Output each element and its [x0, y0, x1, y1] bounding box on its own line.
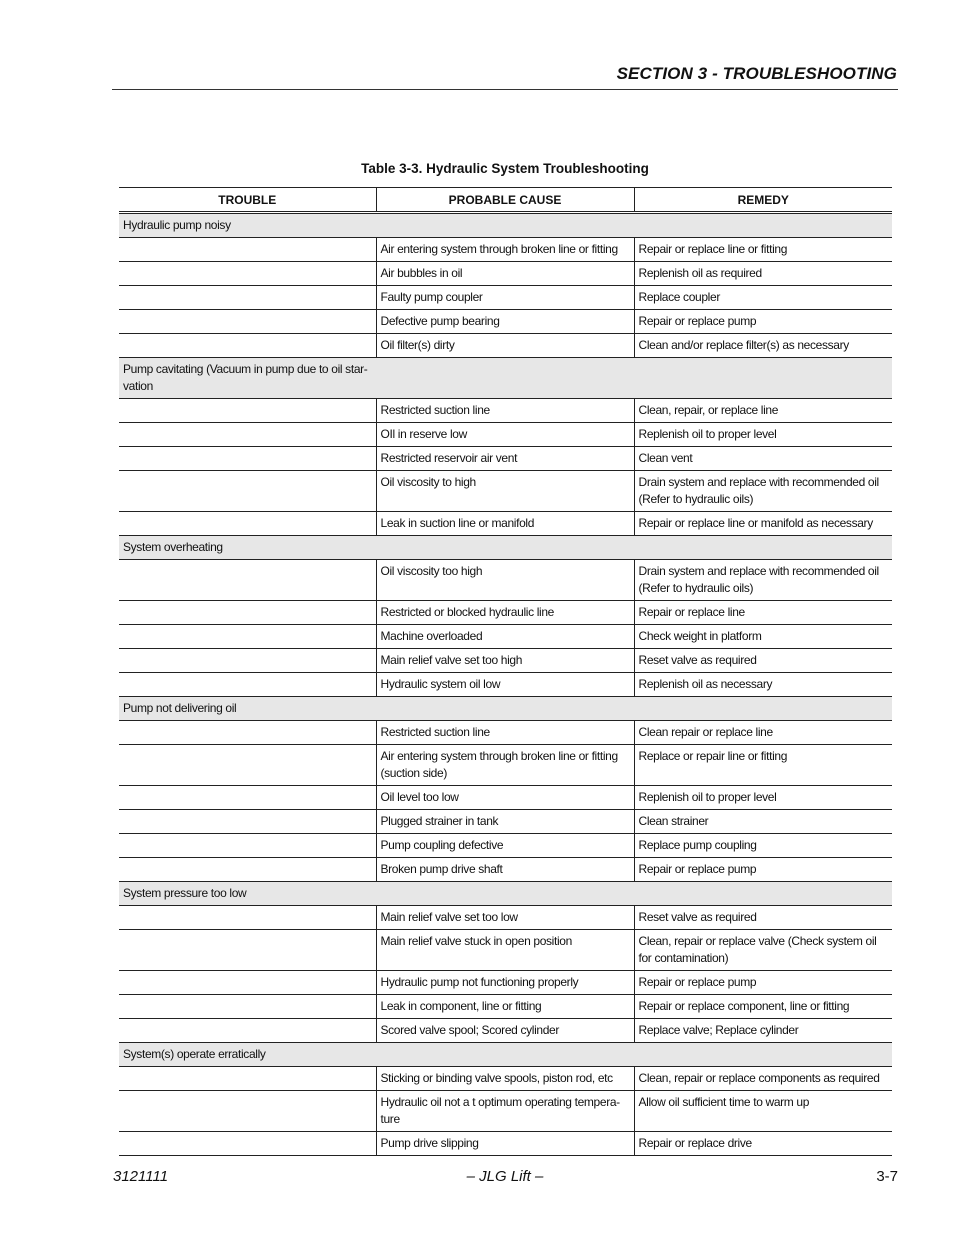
trouble-label: System overheating [119, 536, 892, 560]
trouble-cell-empty [119, 1091, 376, 1132]
probable-cause-cell: Main relief valve set too high [376, 649, 634, 673]
remedy-cell: Replace coupler [634, 286, 892, 310]
header-rule [112, 89, 898, 90]
probable-cause-cell: Restricted reservoir air vent [376, 447, 634, 471]
probable-cause-cell: Faulty pump coupler [376, 286, 634, 310]
trouble-cell-empty [119, 334, 376, 358]
trouble-cell-empty [119, 858, 376, 882]
trouble-group-row [119, 536, 892, 560]
trouble-cell-empty [119, 786, 376, 810]
probable-cause-cell: Oil viscosity too high [376, 560, 634, 601]
trouble-cell-empty [119, 906, 376, 930]
trouble-cell-empty [119, 834, 376, 858]
remedy-cell: Replenish oil as necessary [634, 673, 892, 697]
table-row [119, 1091, 892, 1132]
probable-cause-cell: Air entering system through broken line or fitting [376, 238, 634, 262]
remedy-cell: Clean vent [634, 447, 892, 471]
remedy-cell: Repair or replace pump [634, 971, 892, 995]
remedy-cell: Replenish oil to proper level [634, 786, 892, 810]
table-row [119, 601, 892, 625]
trouble-group-row [119, 1043, 892, 1067]
table-row [119, 310, 892, 334]
table-row [119, 238, 892, 262]
trouble-cell-empty [119, 286, 376, 310]
probable-cause-cell: Hydraulic oil not a t optimum operating tempera-ture [376, 1091, 634, 1132]
probable-cause-cell: Hydraulic pump not functioning properly [376, 971, 634, 995]
trouble-cell-empty [119, 673, 376, 697]
table-row [119, 810, 892, 834]
probable-cause-cell: Restricted or blocked hydraulic line [376, 601, 634, 625]
trouble-cell-empty [119, 1132, 376, 1156]
remedy-cell: Drain system and replace with recommended oil (Refer to hydraulic oils) [634, 560, 892, 601]
footer-doc-number: 3121111 [113, 1168, 169, 1185]
table-row [119, 334, 892, 358]
trouble-cell-empty [119, 310, 376, 334]
trouble-cell-empty [119, 399, 376, 423]
table-row [119, 625, 892, 649]
remedy-cell: Replace valve; Replace cylinder [634, 1019, 892, 1043]
trouble-cell-empty [119, 1019, 376, 1043]
table-body [119, 213, 892, 1156]
trouble-label: Hydraulic pump noisy [119, 213, 892, 238]
trouble-cell-empty [119, 262, 376, 286]
table-row [119, 423, 892, 447]
probable-cause-cell: Oil level too low [376, 786, 634, 810]
table-row [119, 286, 892, 310]
remedy-cell: Clean strainer [634, 810, 892, 834]
probable-cause-cell: Broken pump drive shaft [376, 858, 634, 882]
table-row [119, 834, 892, 858]
trouble-cell-empty [119, 512, 376, 536]
table-row [119, 560, 892, 601]
remedy-cell: Repair or replace pump [634, 310, 892, 334]
footer-page-number: 3-7 [876, 1168, 898, 1185]
table-row [119, 858, 892, 882]
trouble-label: Pump cavitating (Vacuum in pump due to oil star-vation [119, 358, 892, 399]
remedy-cell: Repair or replace line or manifold as necessary [634, 512, 892, 536]
trouble-group-row [119, 358, 892, 399]
remedy-cell: Check weight in platform [634, 625, 892, 649]
trouble-cell-empty [119, 625, 376, 649]
remedy-cell: Repair or replace component, line or fitting [634, 995, 892, 1019]
table-row [119, 649, 892, 673]
table-header-row [119, 188, 892, 213]
remedy-cell: Replace pump coupling [634, 834, 892, 858]
remedy-cell: Clean and/or replace filter(s) as necessary [634, 334, 892, 358]
remedy-cell: Repair or replace line [634, 601, 892, 625]
troubleshooting-table [119, 187, 892, 1156]
probable-cause-cell: Pump coupling defective [376, 834, 634, 858]
probable-cause-cell: Main relief valve stuck in open position [376, 930, 634, 971]
remedy-cell: Clean, repair or replace valve (Check system oil for contamination) [634, 930, 892, 971]
trouble-cell-empty [119, 930, 376, 971]
remedy-cell: Reset valve as required [634, 906, 892, 930]
column-header-probable-cause: PROBABLE CAUSE [376, 188, 634, 213]
remedy-cell: Allow oil sufficient time to warm up [634, 1091, 892, 1132]
trouble-group-row [119, 213, 892, 238]
trouble-cell-empty [119, 995, 376, 1019]
probable-cause-cell: Scored valve spool; Scored cylinder [376, 1019, 634, 1043]
table-row [119, 512, 892, 536]
table-row [119, 447, 892, 471]
probable-cause-cell: Leak in suction line or manifold [376, 512, 634, 536]
trouble-cell-empty [119, 447, 376, 471]
probable-cause-cell: OIl in reserve low [376, 423, 634, 447]
probable-cause-cell: Oil viscosity to high [376, 471, 634, 512]
remedy-cell: Reset valve as required [634, 649, 892, 673]
trouble-label: Pump not delivering oil [119, 697, 892, 721]
table-row [119, 471, 892, 512]
remedy-cell: Repair or replace pump [634, 858, 892, 882]
probable-cause-cell: Air bubbles in oil [376, 262, 634, 286]
remedy-cell: Repair or replace line or fitting [634, 238, 892, 262]
trouble-cell-empty [119, 745, 376, 786]
trouble-label: System(s) operate erratically [119, 1043, 892, 1067]
probable-cause-cell: Hydraulic system oil low [376, 673, 634, 697]
probable-cause-cell: Leak in component, line or fitting [376, 995, 634, 1019]
table-row [119, 721, 892, 745]
trouble-cell-empty [119, 649, 376, 673]
table-row [119, 1132, 892, 1156]
remedy-cell: Replenish oil as required [634, 262, 892, 286]
table-row [119, 1019, 892, 1043]
section-title: SECTION 3 - TROUBLESHOOTING [616, 64, 897, 83]
probable-cause-cell: Plugged strainer in tank [376, 810, 634, 834]
trouble-group-row [119, 697, 892, 721]
trouble-cell-empty [119, 601, 376, 625]
remedy-cell: Replenish oil to proper level [634, 423, 892, 447]
trouble-cell-empty [119, 1067, 376, 1091]
table-row [119, 906, 892, 930]
remedy-cell: Clean, repair or replace components as required [634, 1067, 892, 1091]
remedy-cell: Repair or replace drive [634, 1132, 892, 1156]
table-row [119, 995, 892, 1019]
trouble-cell-empty [119, 423, 376, 447]
remedy-cell: Clean repair or replace line [634, 721, 892, 745]
table-row [119, 399, 892, 423]
table-row [119, 786, 892, 810]
remedy-cell: Clean, repair, or replace line [634, 399, 892, 423]
trouble-cell-empty [119, 971, 376, 995]
trouble-cell-empty [119, 238, 376, 262]
column-header-trouble: TROUBLE [119, 188, 376, 213]
table-row [119, 745, 892, 786]
column-header-remedy: REMEDY [634, 188, 892, 213]
trouble-cell-empty [119, 721, 376, 745]
probable-cause-cell: Oil filter(s) dirty [376, 334, 634, 358]
trouble-label: System pressure too low [119, 882, 892, 906]
trouble-cell-empty [119, 560, 376, 601]
probable-cause-cell: Restricted suction line [376, 721, 634, 745]
table-caption: Table 3-3. Hydraulic System Troubleshooting [361, 161, 649, 176]
probable-cause-cell: Defective pump bearing [376, 310, 634, 334]
table-row [119, 971, 892, 995]
remedy-cell: Replace or repair line or fitting [634, 745, 892, 786]
table-row [119, 1067, 892, 1091]
trouble-cell-empty [119, 471, 376, 512]
probable-cause-cell: Machine overloaded [376, 625, 634, 649]
remedy-cell: Drain system and replace with recommended oil (Refer to hydraulic oils) [634, 471, 892, 512]
table-row [119, 930, 892, 971]
probable-cause-cell: Main relief valve set too low [376, 906, 634, 930]
footer-publisher: – JLG Lift – [466, 1168, 544, 1185]
probable-cause-cell: Sticking or binding valve spools, piston rod, etc [376, 1067, 634, 1091]
trouble-group-row [119, 882, 892, 906]
probable-cause-cell: Air entering system through broken line or fitting (suction side) [376, 745, 634, 786]
table-row [119, 262, 892, 286]
probable-cause-cell: Restricted suction line [376, 399, 634, 423]
probable-cause-cell: Pump drive slipping [376, 1132, 634, 1156]
trouble-cell-empty [119, 810, 376, 834]
table-row [119, 673, 892, 697]
